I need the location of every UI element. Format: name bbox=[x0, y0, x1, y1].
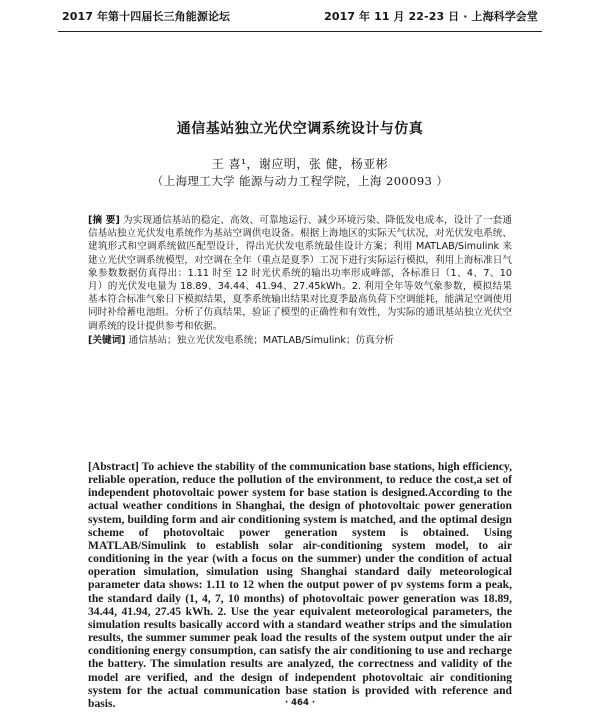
chinese-abstract-text: 为实现通信基站的稳定、高效、可靠地运行、减少环境污染、降低发电成本，设计了一套通信基站独立光伏发电系统作为基站空调供电设备。根据上海地区的实际天气状况，对光伏发电系统、建筑形式和空调系统做匹配型设计，得出光伏发电系统最佳设计方案；利用 MATLAB/Simulink 来建立光伏空调系统模型，对空调在全年（重点是夏季）工况下进行实际运行模拟，利用上海标准日气象参数数据仿真得出：1.11 时至 12 时光伏系统的输出功率形成峰部，各标准日（1、4、7、10 月）的光伏发电量为 18.89、34.44、41.94、27.45kWh。2. 利用全年等效气象参数，模拟结果基本符合标准气象日下模拟结果，夏季系统输出结果对比夏季最高负荷下空调能耗，能满足空调使用同时补给蓄电池组。分析了仿真结果，验证了模型的正确性和有效性，为实际的通讯基站独立光伏空调系统的设计提供参考和依据。 bbox=[88, 215, 513, 332]
english-abstract-label: [Abstract] bbox=[88, 460, 139, 473]
running-header-right: 2017 年 11 月 22-23 日 · 上海科学会堂 bbox=[324, 10, 538, 23]
chinese-abstract-label: [摘 要] bbox=[88, 215, 120, 226]
chinese-keywords-label: [关键词] bbox=[88, 334, 126, 346]
chinese-abstract bbox=[88, 214, 512, 347]
author-affiliation: （上海理工大学 能源与动力工程学院，上海 200093 ） bbox=[151, 174, 449, 188]
header-rule bbox=[58, 31, 542, 32]
paper-title: 通信基站独立光伏空调系统设计与仿真 bbox=[176, 121, 424, 137]
chinese-abstract-paragraph bbox=[88, 214, 512, 333]
english-abstract bbox=[88, 460, 512, 710]
author-list: 王 喜¹，谢应明，张 健，杨亚彬 bbox=[211, 157, 389, 171]
chinese-keywords bbox=[88, 334, 512, 347]
chinese-keywords-text: 通信基站；独立光伏发电系统；MATLAB/Simulink；仿真分析 bbox=[128, 334, 394, 346]
running-header-left: 2017 年第十四届长三角能源论坛 bbox=[62, 10, 231, 23]
english-abstract-text: To achieve the stability of the communication base stations, high efficiency, reliable operation, reduce the pollution of the environment, to reduce the cost,a set of independent photovoltaic power system for base station is designed.According to the actual weather conditions in Shanghai, the design of photovoltaic power generation system, building form and air conditioning system is matched, and the optimal design scheme of photovoltaic power generation system is obtained. Using MATLAB/Simulink to establish solar air-conditioning system model, to air conditioning in the year (with a focus on the summer) under the condition of actual operation simulation, simulation using Shanghai standard daily meteorological parameter data shows: 1.11 to 12 when the output power of pv systems form a peak, the standard daily (1, 4, 7, 10 months) of photovoltaic power generation was 18.89, 34.44, 41.94, 27.45 kWh. 2. Use the year equivalent meteorological parameters, the simulation results basically accord with a standard weather strips and the simulation results, the summer summer peak load the results of the system output under the air conditioning energy consumption, can satisfy the air conditioning to use and recharge the battery. The simulation results are analyzed, the correctness and validity of the model are verified, and the design of independent photovoltaic air conditioning system for the actual communication base station is provided with reference and basis. bbox=[88, 460, 512, 710]
page-number: · 464 · bbox=[284, 698, 316, 708]
